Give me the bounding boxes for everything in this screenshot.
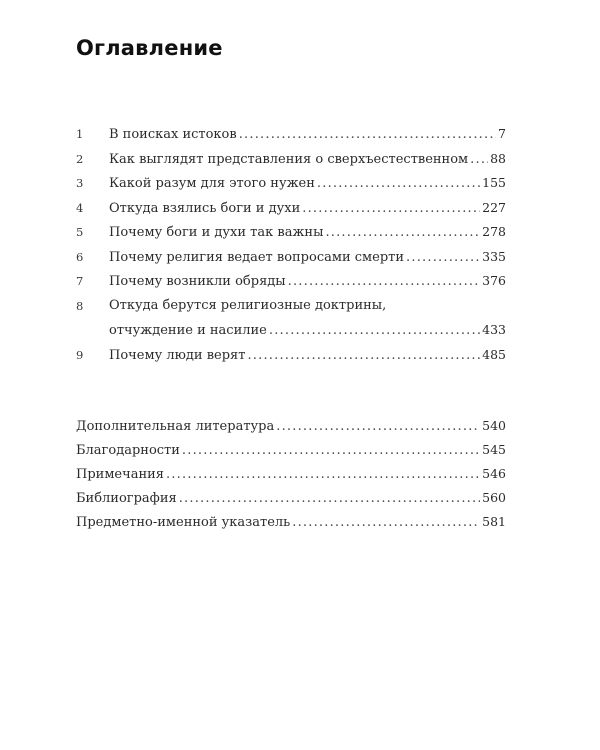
toc-entry-further-reading — [76, 414, 506, 438]
chapter-title: Почему возникли обряды — [109, 274, 286, 289]
chapter-title: Какой разум для этого нужен — [109, 176, 315, 191]
page-number: 376 — [482, 273, 506, 288]
entry-title: Благодарности — [76, 443, 180, 458]
chapter-title: Почему люди верят — [109, 347, 246, 363]
toc-entry-chapter-1 — [76, 122, 506, 147]
entry-title: Библиография — [76, 491, 177, 506]
page-number: 560 — [482, 490, 506, 505]
dot-leader — [292, 511, 480, 534]
chapter-title: Откуда взялись боги и духи — [109, 200, 301, 216]
toc-entry-index — [76, 510, 506, 534]
page-number: 278 — [482, 224, 506, 239]
toc-entry-acknowledgements — [76, 438, 506, 462]
toc-entry-chapter-7 — [76, 269, 506, 294]
page-title: Оглавление — [76, 36, 223, 60]
dot-leader — [182, 439, 480, 462]
toc-entry-chapter-3 — [76, 171, 506, 196]
entry-title: Предметно-именной указатель — [76, 515, 291, 530]
chapter-number: 8 — [76, 298, 84, 313]
dot-leader — [302, 197, 480, 221]
dot-leader — [470, 148, 488, 172]
page-number: 540 — [482, 418, 506, 433]
dot-leader — [406, 246, 480, 270]
page-number: 545 — [482, 442, 506, 457]
dot-leader — [239, 123, 496, 147]
chapter-number: 1 — [76, 127, 84, 141]
chapter-number: 6 — [76, 249, 84, 264]
chapter-list — [76, 122, 506, 367]
chapter-number: 7 — [76, 274, 84, 288]
toc-entry-chapter-2 — [76, 147, 506, 172]
toc-entry-chapter-8 — [76, 294, 506, 343]
chapter-title: Как выглядят представления о сверхъестественном — [109, 151, 469, 167]
toc-entry-bibliography — [76, 486, 506, 510]
dot-leader — [317, 172, 480, 196]
page-number: 433 — [482, 322, 506, 337]
dot-leader — [247, 344, 480, 368]
page-number: 227 — [482, 199, 506, 215]
dot-leader — [269, 319, 480, 343]
chapter-title: Почему боги и духи так важны — [109, 225, 324, 240]
page-number: 546 — [482, 466, 506, 481]
page-number: 7 — [498, 126, 506, 141]
chapter-number: 2 — [76, 151, 84, 166]
chapter-number: 3 — [76, 176, 84, 190]
chapter-title: Почему религия ведает вопросами смерти — [109, 249, 405, 265]
page-number: 485 — [482, 346, 506, 362]
chapter-title: В поисках истоков — [109, 127, 237, 142]
toc-entry-chapter-6 — [76, 245, 506, 270]
chapter-title-line-2: отчуждение и насилие — [109, 323, 267, 338]
page-number: 335 — [482, 248, 506, 264]
chapter-number: 9 — [76, 347, 84, 362]
entry-title: Примечания — [76, 467, 165, 482]
entry-title: Дополнительная литература — [76, 419, 275, 434]
dot-leader — [288, 270, 481, 294]
dot-leader — [179, 487, 480, 510]
chapter-title-line-1: Откуда берутся религиозные доктрины, — [109, 297, 387, 313]
toc-entry-chapter-4 — [76, 196, 506, 221]
dot-leader — [325, 221, 480, 245]
page-number: 155 — [482, 175, 506, 190]
back-matter-list — [76, 414, 506, 534]
chapter-number: 4 — [76, 200, 84, 215]
page-number: 581 — [482, 514, 506, 529]
dot-leader — [276, 415, 480, 438]
toc-entry-chapter-9 — [76, 343, 506, 368]
chapter-number: 5 — [76, 225, 84, 239]
toc-entry-chapter-5 — [76, 220, 506, 245]
dot-leader — [166, 463, 480, 486]
toc-entry-notes — [76, 462, 506, 486]
page-number: 88 — [490, 150, 506, 166]
